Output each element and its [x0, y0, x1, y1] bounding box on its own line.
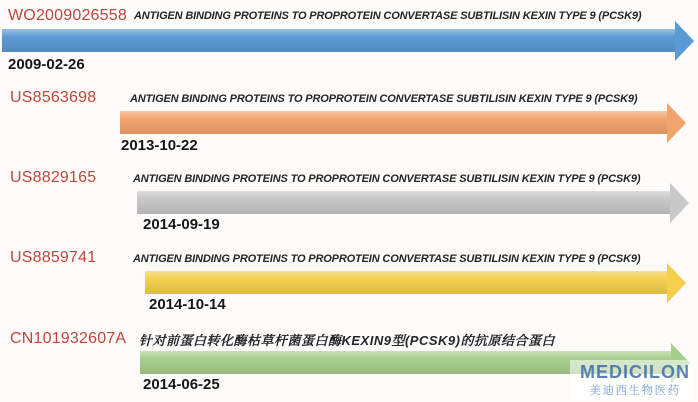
- patent-number: CN101932607A: [10, 330, 127, 347]
- patent-date: 2014-10-14: [149, 296, 226, 313]
- patent-date: 2014-06-25: [143, 376, 220, 393]
- arrow-head-icon: [670, 183, 689, 223]
- patent-title: ANTIGEN BINDING PROTEINS TO PROPROTEIN CONVERTASE SUBTILISIN KEXIN TYPE 9 (PCSK9): [134, 10, 642, 22]
- medicilon-logo: MEDICILON: [580, 362, 690, 383]
- timeline-arrow: [137, 191, 689, 214]
- patent-date: 2013-10-22: [121, 137, 198, 154]
- arrow-head-icon: [667, 103, 686, 143]
- patent-title: ANTIGEN BINDING PROTEINS TO PROPROTEIN CONVERTASE SUBTILISIN KEXIN TYPE 9 (PCSK9): [133, 253, 641, 265]
- arrow-head-icon: [675, 21, 694, 61]
- patent-title-chinese: 针对前蛋白转化酶枯草杆菌蛋白酶KEXIN9型(PCSK9)的抗原结合蛋白: [139, 333, 555, 348]
- arrow-head-icon: [667, 263, 686, 303]
- arrow-shaft: [120, 111, 669, 134]
- arrow-shaft: [137, 191, 672, 214]
- arrow-shaft: [145, 271, 669, 294]
- patent-date: 2009-02-26: [8, 56, 85, 73]
- patent-date: 2014-09-19: [143, 216, 220, 233]
- patent-title: ANTIGEN BINDING PROTEINS TO PROPROTEIN CONVERTASE SUBTILISIN KEXIN TYPE 9 (PCSK9): [133, 173, 641, 185]
- patent-number: US8859741: [10, 249, 97, 266]
- timeline-arrow: [145, 271, 686, 294]
- patent-title: ANTIGEN BINDING PROTEINS TO PROPROTEIN CONVERTASE SUBTILISIN KEXIN TYPE 9 (PCSK9): [130, 93, 638, 105]
- arrow-shaft: [2, 29, 677, 52]
- patent-number: US8563698: [10, 89, 97, 106]
- timeline-arrow: [120, 111, 686, 134]
- medicilon-logo-chinese: 美迪西生物医药: [589, 385, 681, 397]
- patent-number: WO2009026558: [8, 7, 127, 24]
- medicilon-watermark: [570, 360, 694, 400]
- timeline-arrow: [2, 29, 694, 52]
- patent-number: US8829165: [10, 169, 97, 186]
